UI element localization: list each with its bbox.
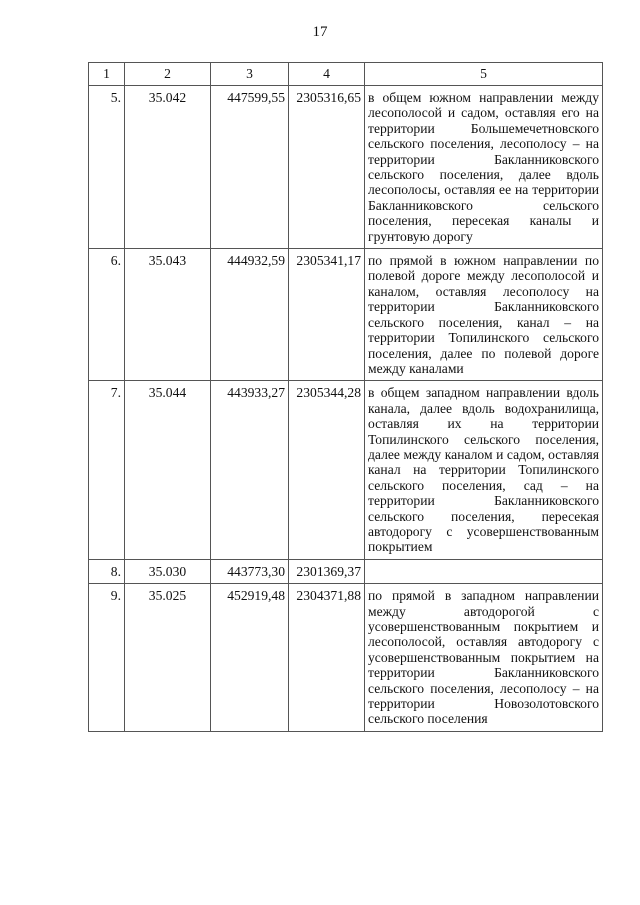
coordinate-x: 443773,30 [211, 559, 289, 583]
row-number: 9. [89, 584, 125, 732]
coordinate-y: 2301369,37 [289, 559, 365, 583]
row-number: 7. [89, 381, 125, 559]
coordinate-x: 452919,48 [211, 584, 289, 732]
boundary-description: по прямой в западном направлении между автодорогой с усовершенствованным покрытием и лесополосой, оставляя автодорогу с усовершенствованным покрытием на территории Бакланниковского сельского поселения, лесополосу – на территории Новозолотовского сельского поселения [365, 584, 603, 732]
header-col-2: 2 [125, 63, 211, 86]
coordinate-y: 2305341,17 [289, 249, 365, 381]
coordinate-y: 2304371,88 [289, 584, 365, 732]
point-code: 35.042 [125, 86, 211, 249]
point-code: 35.025 [125, 584, 211, 732]
table-row [89, 249, 603, 381]
coordinate-y: 2305316,65 [289, 86, 365, 249]
table-row [89, 584, 603, 732]
boundary-table [88, 62, 603, 732]
coordinate-x: 444932,59 [211, 249, 289, 381]
boundary-description: в общем южном направлении между лесополосой и садом, оставляя его на территории Большемечетновского сельского поселения, лесополосу – на территории Бакланниковского сельского поселения, далее вдоль лесополосы, оставляя ее на территории Бакланниковского сельского поселения, пересекая каналы и грунтовую дорогу [365, 86, 603, 249]
point-code: 35.030 [125, 559, 211, 583]
table-row [89, 86, 603, 249]
boundary-description [365, 559, 603, 583]
coordinate-x: 443933,27 [211, 381, 289, 559]
point-code: 35.043 [125, 249, 211, 381]
header-col-5: 5 [365, 63, 603, 86]
row-number: 6. [89, 249, 125, 381]
table-row [89, 381, 603, 559]
row-number: 5. [89, 86, 125, 249]
header-col-1: 1 [89, 63, 125, 86]
page-number: 17 [312, 24, 328, 40]
header-col-4: 4 [289, 63, 365, 86]
coordinate-y: 2305344,28 [289, 381, 365, 559]
coordinate-x: 447599,55 [211, 86, 289, 249]
header-col-3: 3 [211, 63, 289, 86]
boundary-description: по прямой в южном направлении по полевой дороге между лесополосой и каналом, оставляя лесополосу на территории Бакланниковского сельского поселения, канал – на территории Топилинского сельского поселения, далее по полевой дороге между каналами [365, 249, 603, 381]
point-code: 35.044 [125, 381, 211, 559]
row-number: 8. [89, 559, 125, 583]
table-header-row [89, 63, 603, 86]
boundary-description: в общем западном направлении вдоль канала, далее вдоль водохранилища, оставляя их на территории Топилинского сельского поселения, далее между каналом и садом, оставляя канал на территории Топилинского сельского поселения, сад – на территории Бакланниковского сельского поселения, пересекая автодорогу с усовершенствованным покрытием [365, 381, 603, 559]
table-row [89, 559, 603, 583]
